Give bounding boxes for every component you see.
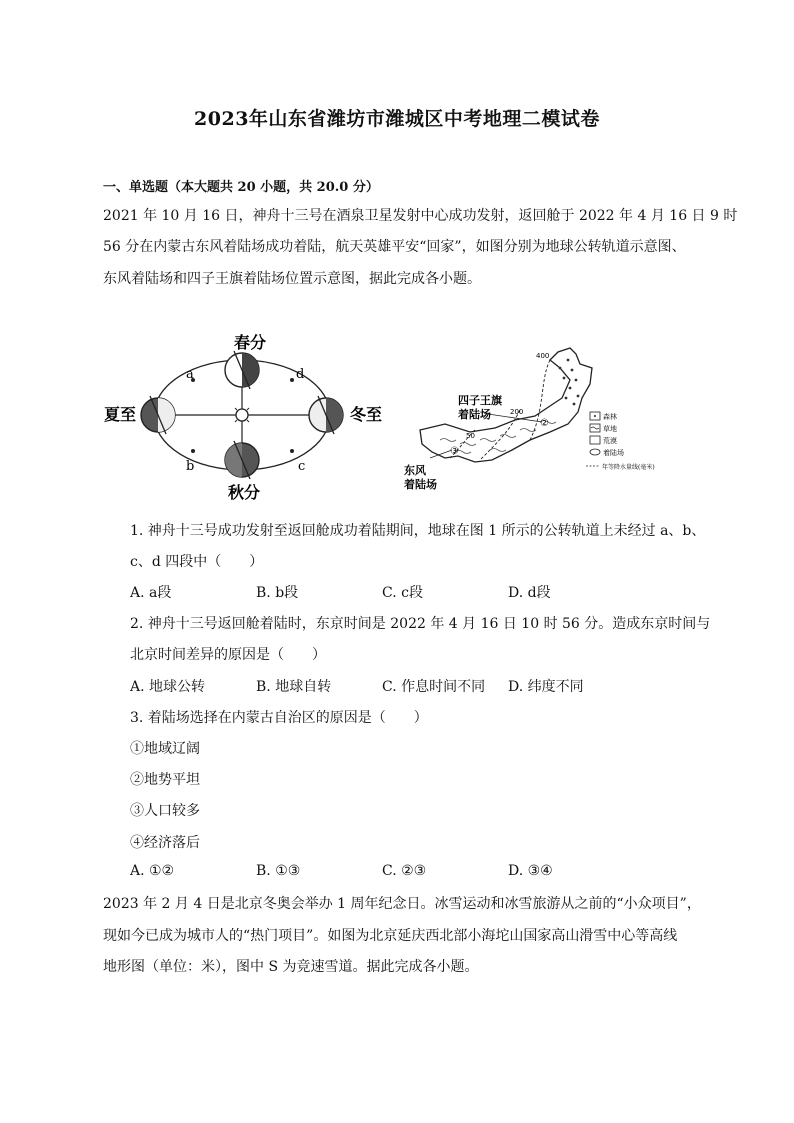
autumn-equinox-earth <box>225 441 259 479</box>
q3-option-b[interactable]: B. ①③ <box>256 863 301 879</box>
q2-option-b[interactable]: B. 地球自转 <box>256 679 332 695</box>
q3-option-d[interactable]: D. ③④ <box>508 863 553 879</box>
q2-options <box>130 676 634 696</box>
map-marker-2: ② <box>540 418 549 429</box>
q3-option-c[interactable]: C. ②③ <box>382 863 427 879</box>
q2-option-a[interactable]: A. 地球公转 <box>130 679 206 695</box>
label-dongzhi: 冬至 <box>350 405 383 424</box>
map-contour-200: 200 <box>510 408 524 416</box>
intro-paragraph-2-line-1: 2023 年 2 月 4 日是北京冬奥会举办 1 周年纪念日。冰雪运动和冰雪旅游从之前的“小众项目”， <box>103 896 701 912</box>
q3-item-4: ④经济落后 <box>130 835 200 851</box>
legend-grassland: 草地 <box>603 425 617 433</box>
q3-line-1: 3. 着陆场选择在内蒙古自治区的原因是（ ） <box>130 710 428 726</box>
legend-isohyet: 年等降水量线(毫米) <box>602 464 655 471</box>
inner-mongolia-map-figure <box>400 340 690 500</box>
intro-paragraph-2-line-2: 现如今已成为城市人的“热门项目”。如图为北京延庆西北部小海坨山国家高山滑雪中心等高线 <box>103 928 678 944</box>
label-d: d <box>296 367 305 382</box>
page-title: 2023年山东省潍坊市潍城区中考地理二模试卷 <box>194 108 600 130</box>
intro-paragraph-2-line-3: 地形图（单位：米），图中 S 为竞速雪道。据此完成各小题。 <box>103 959 479 975</box>
q1-options <box>130 582 634 602</box>
label-a: a <box>186 367 194 382</box>
spring-equinox-earth <box>225 351 259 389</box>
earth-orbit-figure <box>100 330 400 505</box>
map-legend <box>586 412 655 471</box>
q2-option-c[interactable]: C. 作息时间不同 <box>382 679 486 695</box>
label-qiufen: 秋分 <box>228 483 261 502</box>
q1-option-c[interactable]: C. c段 <box>382 585 423 601</box>
map-contour-50: 50 <box>466 432 475 440</box>
map-contour-400: 400 <box>536 352 550 360</box>
summer-solstice-earth <box>141 396 175 434</box>
q3-options <box>130 863 634 879</box>
map-label-dongfeng-site: 着陆场 <box>404 478 437 491</box>
section-heading: 一、单选题（本大题共 20 小题，共 20.0 分） <box>103 180 379 195</box>
q3-item-3: ③人口较多 <box>130 803 200 819</box>
intro-paragraph-1-line-2: 56 分在内蒙古东风着陆场成功着陆，航天英雄平安“回家”，如图分别为地球公转轨道示意图、 <box>103 239 686 255</box>
q2-line-1: 2. 神舟十三号返回舱着陆时，东京时间是 2022 年 4 月 16 日 10 时 56 分。造成东京时间与 <box>130 616 711 632</box>
q1-option-d[interactable]: D. d段 <box>508 585 551 601</box>
intro-paragraph-1-line-3: 东风着陆场和四子王旗着陆场位置示意图，据此完成各小题。 <box>103 271 481 287</box>
winter-solstice-earth <box>309 396 343 434</box>
q2-line-2: 北京时间差异的原因是（ ） <box>130 647 326 663</box>
label-b: b <box>186 459 195 474</box>
label-c: c <box>298 459 306 474</box>
label-chunfen: 春分 <box>234 333 267 352</box>
map-marker-3: ③ <box>450 446 459 457</box>
intro-paragraph-1-line-1: 2021 年 10 月 16 日，神舟十三号在酒泉卫星发射中心成功发射，返回舱于 2022 年 4 月 16 日 9 时 <box>103 208 738 224</box>
q1-option-b[interactable]: B. b段 <box>256 585 299 601</box>
legend-landing-site: 着陆场 <box>603 449 624 457</box>
map-label-dongfeng: 东风 <box>404 464 426 477</box>
q1-line-2: c、d 四段中（ ） <box>130 554 264 570</box>
map-label-siziwangqi-site: 着陆场 <box>458 408 491 421</box>
q3-item-2: ②地势平坦 <box>130 772 200 788</box>
label-xiazhi: 夏至 <box>104 405 137 424</box>
legend-forest: 森林 <box>603 413 617 421</box>
q3-option-a[interactable]: A. ①② <box>130 863 175 879</box>
q1-option-a[interactable]: A. a段 <box>130 585 172 601</box>
q1-line-1: 1. 神舟十三号成功发射至返回舱成功着陆期间，地球在图 1 所示的公转轨道上未经过 a、b、 <box>130 523 706 539</box>
q2-option-d[interactable]: D. 纬度不同 <box>508 679 584 695</box>
map-label-siziwangqi: 四子王旗 <box>458 394 502 407</box>
legend-desert: 荒漠 <box>603 437 617 445</box>
q3-item-1: ①地域辽阔 <box>130 741 200 757</box>
